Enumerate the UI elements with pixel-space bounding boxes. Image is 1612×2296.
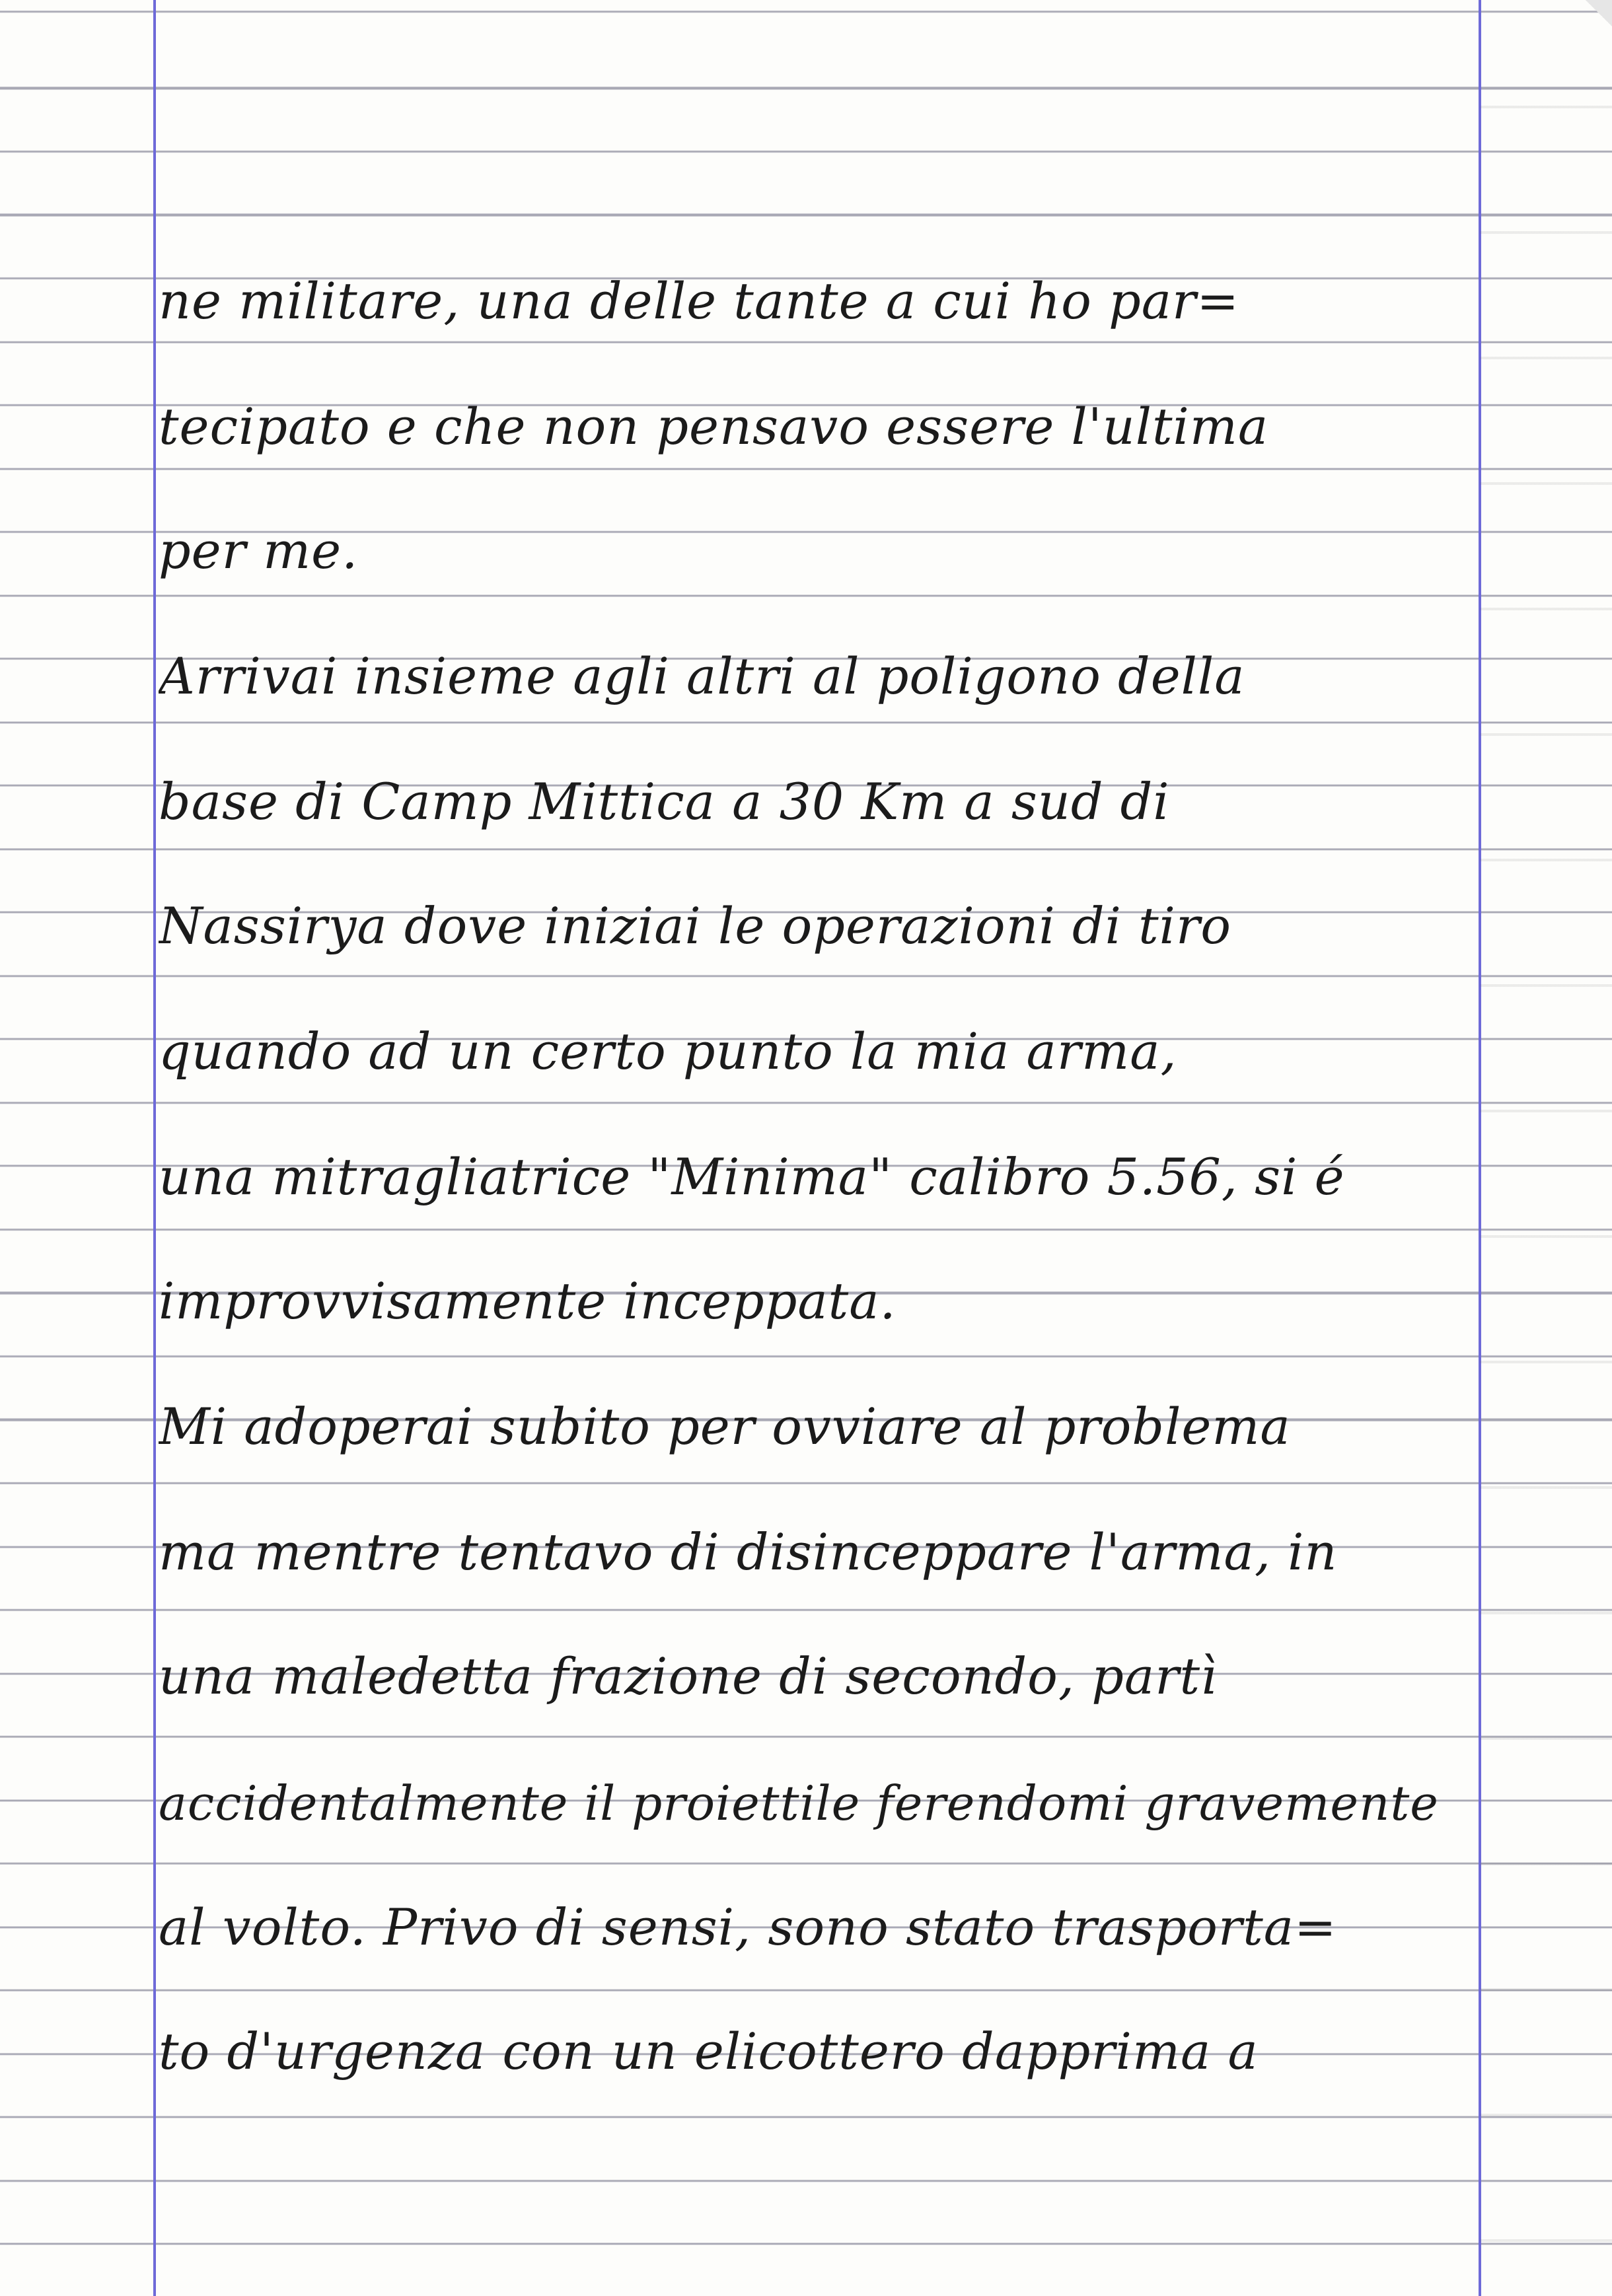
text-line: Arrivai insieme agli altri al poligono della [159,647,1245,705]
page-corner [1586,0,1612,26]
text-line: per me. [159,521,359,580]
text-line: una maledetta frazione di secondo, partì [159,1647,1218,1705]
text-line: quando ad un certo punto la mia arma, [159,1022,1177,1081]
text-line: una mitragliatrice "Minima" calibro 5.56, si é [159,1147,1345,1206]
left-margin-line [153,0,156,2296]
text-line: ne militare, una delle tante a cui ho par= [159,271,1240,330]
bleed-through-area [1480,0,1612,2296]
text-line: Nassirya dove iniziai le operazioni di tiro [159,896,1232,955]
text-line: accidentalmente il proiettile ferendomi gravemente [159,1776,1439,1831]
text-line: Mi adoperai subito per ovviare al problema [159,1397,1291,1456]
text-line: al volto. Privo di sensi, sono stato trasporta= [159,1898,1337,1956]
text-line: base di Camp Mittica a 30 Km a sud di [159,772,1170,831]
text-line: tecipato e che non pensavo essere l'ultima [159,397,1269,456]
text-line: to d'urgenza con un elicottero dapprima a [159,2022,1259,2081]
text-line: improvvisamente inceppata. [159,1272,897,1330]
text-line: ma mentre tentavo di disinceppare l'arma, in [159,1523,1338,1581]
